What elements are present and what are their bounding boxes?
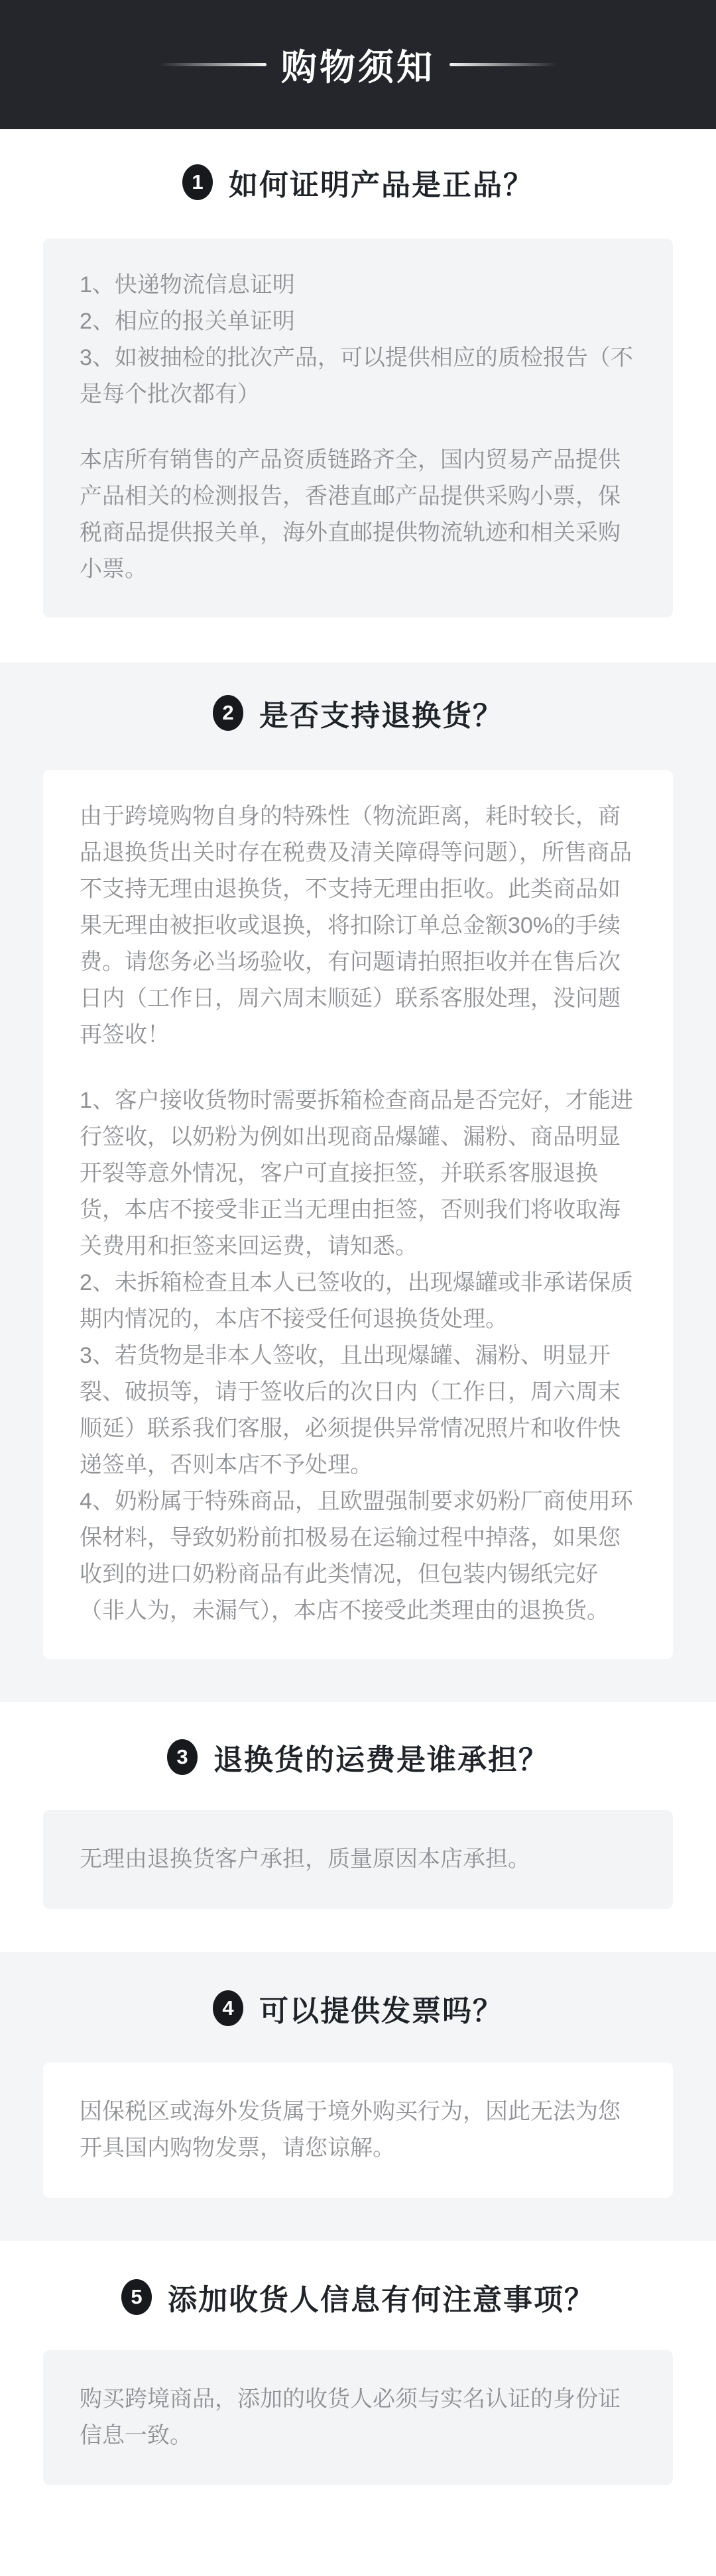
section-returns-policy [0,663,716,1702]
body-paragraph: 3、如被抽检的批次产品，可以提供相应的质检报告（不是每个批次都有） [80,345,633,407]
body-paragraph: 1、客户接收货物时需要拆箱检查商品是否完好，才能进行签收，以奶粉为例如出现商品爆罐、漏粉、商品明显开裂等意外情况，客户可直接拒签，并联系客服退换货，本店不接受非正当无理由拒签，否则我们将收取海关费用和拒签来回运费，请知悉。 [80,1088,633,1259]
section-5-body-box [43,2350,673,2485]
section-5-number-badge: 5 [121,2279,152,2315]
section-3-heading [0,1739,716,1776]
body-paragraph: 1、快递物流信息证明 [80,272,295,297]
section-3-body-box [43,1810,673,1909]
body-paragraph: 2、未拆箱检查且本人已签收的，出现爆罐或非承诺保质期内情况的，本店不接受任何退换货处理。 [80,1270,633,1332]
body-paragraph: 3、若货物是非本人签收，且出现爆罐、漏粉、明显开裂、破损等，请于签收后的次日内（工作日，周六周末顺延）联系我们客服，必须提供异常情况照片和收件快递签单，否则本店不予处理。 [80,1343,621,1477]
body-paragraph: 4、奶粉属于特殊商品，且欧盟强制要求奶粉厂商使用环保材料，导致奶粉前扣极易在运输过程中掉落，如果您收到的进口奶粉商品有此类情况，但包装内锡纸完好（非人为，未漏气），本店不接受此类理由的退换货。 [80,1489,633,1623]
section-3-number-badge: 3 [167,1739,198,1775]
section-2-number-badge: 2 [213,695,243,731]
section-4-question: 可以提供发票吗？ [259,1995,503,2027]
section-1-number-badge: 1 [182,164,213,200]
page-header [0,0,716,129]
section-5-heading [0,2279,716,2316]
section-3-question: 退换货的运费是谁承担？ [213,1744,549,1776]
section-2-body-card [43,770,673,1659]
body-paragraph: 无理由退换货客户承担，质量原因本店承担。 [80,1847,530,1872]
page-title: 购物须知 [281,48,435,87]
section-1-question: 如何证明产品是正品？ [229,169,534,201]
section-return-shipping-fee [0,1739,716,1909]
section-1-body-box [43,239,673,617]
title-divider-left-icon [159,63,267,66]
section-2-question: 是否支持退换货？ [259,700,503,732]
section-4-heading [0,1990,716,2027]
section-4-body-card [43,2063,673,2198]
section-2-heading [0,694,716,731]
section-4-number-badge: 4 [213,1990,243,2026]
section-invoice [0,1952,716,2241]
section-recipient-info [0,2279,716,2485]
section-authenticity-proof [0,164,716,617]
body-paragraph: 2、相应的报关单证明 [80,309,295,334]
body-paragraph: 购买跨境商品，添加的收货人必须与实名认证的身份证信息一致。 [80,2387,621,2448]
title-divider-right-icon [449,63,557,66]
section-1-heading [0,164,716,201]
body-paragraph: 本店所有销售的产品资质链路齐全，国内贸易产品提供产品相关的检测报告，香港直邮产品提供采购小票，保税商品提供报关单，海外直邮提供物流轨迹和相关采购小票。 [80,447,621,582]
section-5-question: 添加收货人信息有何注意事项？ [168,2284,595,2316]
body-paragraph: 因保税区或海外发货属于境外购买行为，因此无法为您开具国内购物发票，请您谅解。 [80,2099,621,2161]
body-paragraph: 由于跨境购物自身的特殊性（物流距离，耗时较长，商品退换货出关时存在税费及清关障碍等问题），所售商品不支持无理由退换货，不支持无理由拒收。此类商品如果无理由被拒收或退换，将扣除订单总金额30%的手续费。请您务必当场验收，有问题请拍照拒收并在售后次日内（工作日，周六周末顺延）联系客服处理，没问题再签收！ [80,804,632,1047]
